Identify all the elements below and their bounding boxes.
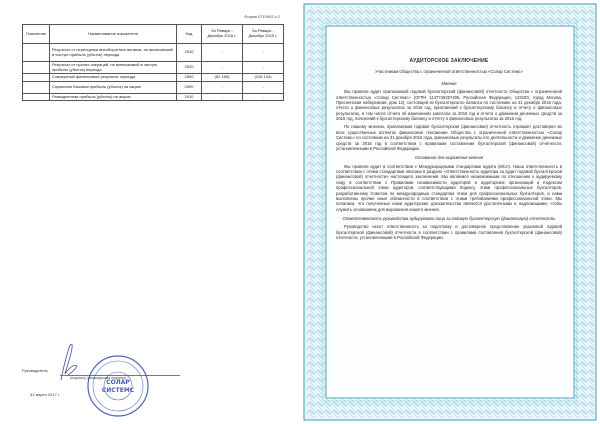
paragraph: Руководство несет ответственность за подготовку и достоверное представление указанной годовой бухгалтерской (финансовой) отчетности в соответствии с правилами составления бухгалтерской (финансовой) отчетности, установленными в Российской Федерации. — [336, 224, 562, 241]
row-name: Совокупный финансовый результат периода — [50, 74, 177, 82]
table-row — [23, 62, 284, 74]
svg-text:СОЛАР: СОЛАР — [106, 379, 130, 386]
table-row — [23, 81, 284, 93]
header-current-year: За Январь - Декабрь 2016 г. — [202, 25, 243, 44]
signature-label: Руководитель — [22, 368, 48, 373]
row-code: 2900 — [177, 81, 202, 93]
header-code: Код — [177, 25, 202, 44]
signing-date: 31 марта 2017 г. — [30, 392, 60, 397]
header-indicator: Наименование показателя — [50, 25, 177, 44]
header-previous-year: За Январь - Декабрь 2015 г. — [243, 25, 284, 44]
report-addressee: Участникам Общества с ограниченной ответственностью «Солар Системс» — [375, 69, 523, 75]
row-name: Результат от прочих операций, не включаемый в чистую прибыль (убыток) периода — [50, 62, 177, 74]
financial-results-table — [22, 24, 284, 101]
row-code: 2520 — [177, 62, 202, 74]
paragraph: Мы провели аудит прилагаемой годовой бухгалтерской (финансовой) отчетности Общества с ограниченной ответственностью «Солар Системс» (ОГРН 1147746257405, Российская Федерация, 123100, город Москва, Пресненская набережная, дом 12), состоящей из бухгалтерского баланса по состоянию на 31 декабря 2016 года, отчета о финансовых результатах за 2016 год, приложений к бухгалтерскому балансу и отчету о финансовых результатах, в том числе отчета об изменениях капитала за 2016 год и отчета о движении денежных средств за 2016 год, пояснений к бухгалтерскому балансу и отчету о финансовых результатах за 2016 год. — [336, 89, 562, 122]
row-name: Справочно Базовая прибыль (убыток) на акцию — [50, 81, 177, 93]
row-current: - — [202, 93, 243, 101]
row-current: - — [202, 44, 243, 62]
row-note — [23, 93, 50, 101]
table-row — [23, 44, 284, 62]
section-heading: Ответственность руководства аудируемого лица за годовую бухгалтерскую (финансовую) отчетность — [342, 216, 556, 222]
row-note — [23, 62, 50, 74]
row-current: - — [202, 81, 243, 93]
form-code: Форма 0710002 с.2 — [244, 14, 280, 19]
row-current: (82 169) — [202, 74, 243, 82]
row-code: 2510 — [177, 44, 202, 62]
row-previous: - — [243, 44, 284, 62]
row-code: 2500 — [177, 74, 202, 82]
paragraph: По нашему мнению, прилагаемая годовая бухгалтерская (финансовая) отчетность отражает достоверно во всех существенных аспектах финансовое положение Общества с ограниченной ответственностью «Солар Системс» по состоянию на 31 декабря 2016 года, финансовые результаты его деятельности и движение денежных средств за 2016 год в соответствии с правилами составления бухгалтерской (финансовой) отчетности, установленными в Российской Федерации. — [336, 124, 562, 151]
section-heading: Основание для выражения мнения — [414, 155, 484, 161]
row-code: 2910 — [177, 93, 202, 101]
company-stamp — [86, 354, 150, 418]
paragraph: Мы провели аудит в соответствии с Международными стандартами аудита (МСА). Наша ответственность в соответствии с этими стандартами описана в разделе «Ответственность аудитора за аудит годовой бухгалтерской (финансовой) отчетности» настоящего заключения. Мы являемся независимыми по отношению к аудируемому лицу в соответствии с Правилами независимости аудиторов и аудиторских организаций и Кодексом профессиональной этики аудиторов, соответствующими Кодексу этики профессиональных бухгалтеров, разработанному Советом по международным стандартам этики для профессиональных бухгалтеров, и нами выполнены прочие иные обязанности в соответствии с этими требованиями профессиональной этики. Мы полагаем, что полученные нами аудиторские доказательства являются достаточными и надлежащими, чтобы служить основанием для выражения нашего мнения. — [336, 163, 562, 212]
row-previous: - — [243, 81, 284, 93]
row-previous: - — [243, 62, 284, 74]
row-previous: - — [243, 93, 284, 101]
signature-caption: (подпись) (расшифровка подписи) — [70, 376, 126, 380]
row-previous: (126 144) — [243, 74, 284, 82]
svg-text:СИСТЕМС: СИСТЕМС — [101, 387, 135, 394]
report-content — [336, 58, 562, 244]
header-note: Пояснение — [23, 25, 50, 44]
row-note — [23, 81, 50, 93]
row-note — [23, 44, 50, 62]
audit-report-page — [300, 0, 600, 424]
table-row — [23, 93, 284, 101]
row-current: - — [202, 62, 243, 74]
row-note — [23, 74, 50, 82]
row-name: Разводненная прибыль (убыток) на акцию — [50, 93, 177, 101]
table-header-row — [23, 25, 284, 44]
report-title: АУДИТОРСКОЕ ЗАКЛЮЧЕНИЕ — [409, 58, 489, 64]
section-heading: Мнение — [441, 80, 457, 86]
table-row — [23, 74, 284, 82]
row-name: Результат от переоценки внеоборотных активов, не включаемый в чистую прибыль (убыток) периода — [50, 44, 177, 62]
